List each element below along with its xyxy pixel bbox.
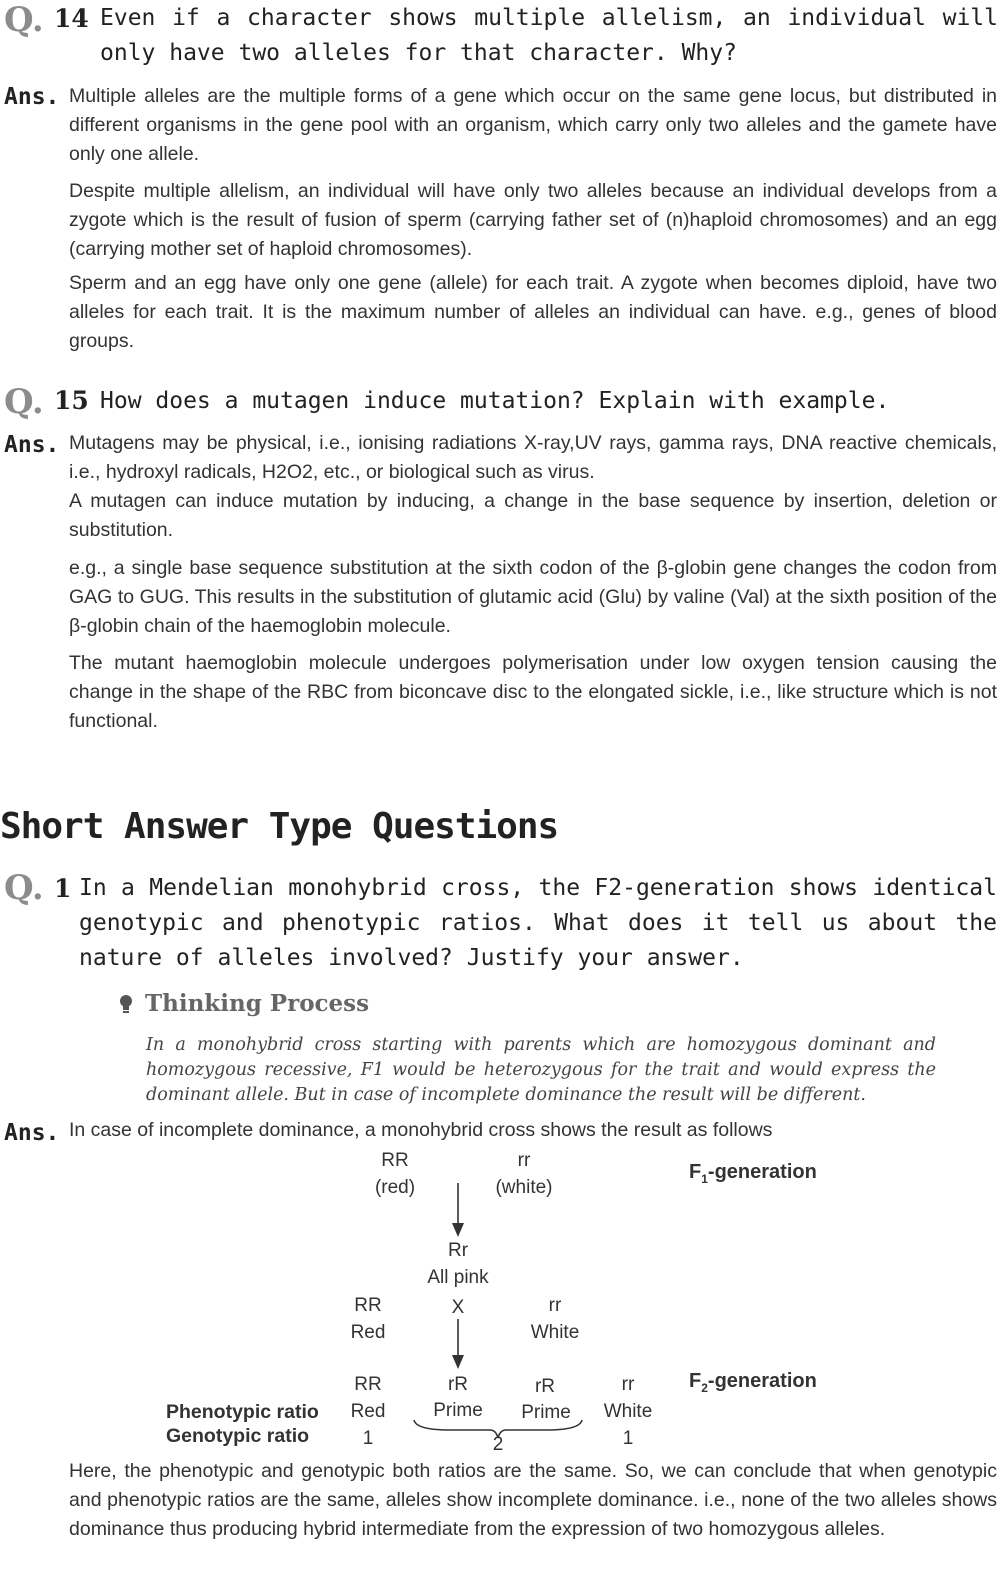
question-number: 14: [54, 4, 89, 33]
answer-label: Ans.: [4, 432, 60, 458]
answer-intro: In case of incomplete dominance, a monohybrid cross shows the result as follows: [69, 1119, 773, 1141]
cross-sign: X: [451, 1297, 465, 1318]
f1-genotype: Rr: [447, 1240, 469, 1261]
f1-generation-label: $F_1$-generation: [689, 1161, 817, 1186]
parent1-genotype: RR: [381, 1150, 409, 1171]
answer-paragraph: e.g., a single base sequence substitution at the sixth codon of the β-globin gene changes the codon from GAG to GUG. This results in the substitution of glutamic acid (Glu) by valine (Val) at the sixth position of the β-globin chain of the haemoglobin molecule.: [69, 557, 997, 637]
f2-generation-label: $F_2$-generation: [689, 1370, 817, 1395]
offspring3-phenotype: Prime: [521, 1402, 571, 1423]
selfing-parent1-phenotype: Red: [350, 1322, 386, 1343]
offspring3-genotype: rR: [534, 1376, 556, 1397]
phenotypic-ratio-label: Phenotypic ratio: [166, 1401, 319, 1423]
answer-paragraph: Mutagens may be physical, i.e., ionising radiations X-ray,UV rays, gamma rays, DNA reactive chemicals, i.e., hydroxyl radicals, H2O2, etc., or biological such as virus.: [69, 432, 997, 483]
selfing-parent1-genotype: RR: [354, 1295, 382, 1316]
question-text: How does a mutagen induce mutation? Explain with example.: [100, 388, 890, 414]
offspring1-phenotype: Red: [350, 1401, 386, 1422]
answer-label: Ans.: [4, 1120, 60, 1146]
section-title: Short Answer Type Questions: [0, 806, 559, 847]
offspring1-ratio: 1: [362, 1428, 374, 1449]
selfing-parent2-genotype: rr: [548, 1295, 562, 1316]
parent2-phenotype: (white): [495, 1177, 553, 1198]
middle-ratio: 2: [492, 1434, 504, 1455]
question-text: In a Mendelian monohybrid cross, the F2-generation shows identical genotypic and phenotypic ratios. What does it tell us about the nature of alleles involved? Justify your answer.: [79, 875, 997, 971]
selfing-parent2-phenotype: White: [530, 1322, 580, 1343]
question-number: 15: [54, 386, 89, 415]
question-number: 1: [54, 874, 72, 903]
answer-paragraph: The mutant haemoglobin molecule undergoes polymerisation under low oxygen tension causing the change in the shape of the RBC from biconcave disc to the elongated sickle, i.e., like structure which is not functional.: [69, 652, 997, 732]
offspring4-phenotype: White: [603, 1401, 653, 1422]
answer-conclusion: Here, the phenotypic and genotypic both ratios are the same. So, we can conclude that when genotypic and phenotypic ratios are the same, alleles show incomplete dominance. i.e., none of the two alleles shows dominance thus producing hybrid intermediate from the expression of two homozygous alleles.: [69, 1460, 997, 1540]
offspring1-genotype: RR: [354, 1374, 382, 1395]
thinking-process-title: Thinking Process: [145, 990, 370, 1017]
question-mark-q14: Q.: [4, 0, 44, 40]
parent2-genotype: rr: [517, 1150, 531, 1171]
answer-paragraph: Sperm and an egg have only one gene (allele) for each trait. A zygote when becomes diploid, have two alleles for each trait. It is the maximum number of alleles an individual can have. e.g., genes of blood groups.: [69, 272, 997, 352]
genotypic-ratio-label: Genotypic ratio: [166, 1425, 310, 1447]
offspring4-ratio: 1: [622, 1428, 634, 1449]
answer-paragraph: Multiple alleles are the multiple forms of a gene which occur on the same gene locus, but distributed in different organisms in the gene pool with an organism, which carry only two alleles and the gamete have only one allele.: [69, 85, 997, 165]
question-mark-q15: Q.: [4, 382, 44, 422]
f1-phenotype: All pink: [427, 1267, 489, 1288]
parent1-phenotype: (red): [374, 1177, 416, 1198]
question-text: Even if a character shows multiple allelism, an individual will only have two alleles for that character. Why?: [100, 5, 998, 66]
offspring2-phenotype: Prime: [433, 1400, 483, 1421]
offspring4-genotype: rr: [621, 1374, 635, 1395]
offspring2-genotype: rR: [447, 1374, 469, 1395]
answer-paragraph: A mutagen can induce mutation by inducing, a change in the base sequence by insertion, deletion or substitution.: [69, 490, 997, 541]
lightbulb-icon: [118, 993, 134, 1022]
answer-paragraph: Despite multiple allelism, an individual will have only two alleles because an individual develops from a zygote which is the result of fusion of sperm (carrying father set of (n)haploid chromosomes) and an egg (carrying mother set of haploid chromosomes).: [69, 180, 997, 260]
answer-label: Ans.: [4, 84, 60, 110]
arrow-down-icon: [448, 1183, 468, 1239]
arrow-down-icon: [448, 1319, 468, 1375]
thinking-process-text: In a monohybrid cross starting with parents which are homozygous dominant and homozygous recessive, F1 would be heterozygous for the trait and would express the dominant allele. But in case of incomplete dominance the result will be different.: [146, 1035, 936, 1105]
question-mark-q1: Q.: [4, 868, 44, 908]
